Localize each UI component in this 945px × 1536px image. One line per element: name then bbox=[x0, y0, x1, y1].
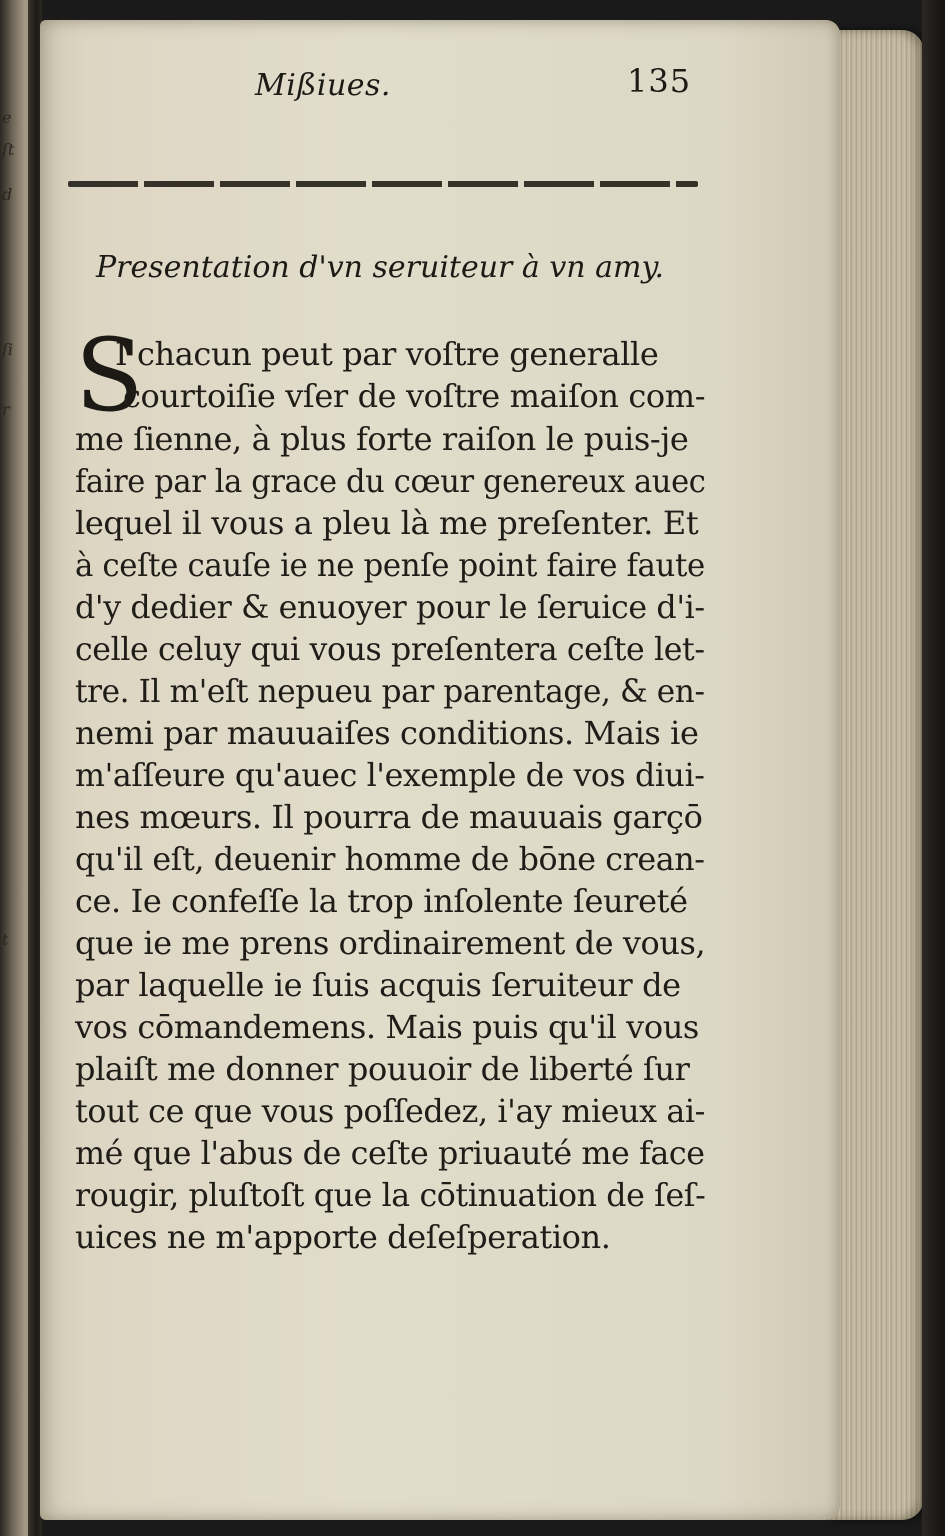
text-line: que ie me prens ordinairement de vous, bbox=[75, 924, 706, 962]
previous-page-fragment: e bbox=[2, 108, 12, 127]
text-line: lequel il vous a pleu là me preſenter. Et bbox=[75, 504, 699, 542]
text-line: qu'il eſt, deuenir homme de bōne crean- bbox=[75, 840, 705, 878]
text-line: nemi par mauuaiſes conditions. Mais ie bbox=[75, 714, 699, 752]
text-line: rougir, pluſtoſt que la cōtinuation de ſeſ- bbox=[75, 1176, 706, 1214]
previous-page-fragment: r bbox=[2, 400, 10, 419]
text-line: I chacun peut par voſtre generalle bbox=[115, 335, 659, 373]
previous-page-fragment: ſt bbox=[2, 140, 15, 159]
page-stack-edge bbox=[828, 30, 924, 1520]
text-line: par laquelle ie ſuis acquis ſeruiteur de bbox=[75, 966, 681, 1004]
previous-page-fragment: d bbox=[2, 185, 13, 204]
text-line: celle celuy qui vous preſentera ceſte let- bbox=[75, 630, 705, 668]
text-line: tout ce que vous poſſedez, i'ay mieux ai- bbox=[75, 1092, 705, 1130]
text-line: uices ne m'apporte deſeſperation. bbox=[75, 1218, 611, 1256]
text-line: nes mœurs. Il pourra de mauuais garçō bbox=[75, 798, 703, 836]
text-line: à ceſte cauſe ie ne penſe point faire faute bbox=[75, 546, 705, 584]
page-number: 135 bbox=[627, 62, 692, 100]
text-line: me ſienne, à plus forte raiſon le puis-je bbox=[75, 420, 689, 458]
text-line: plaiſt me donner pouuoir de liberté ſur bbox=[75, 1050, 690, 1088]
previous-page-fragment: ſi bbox=[2, 340, 14, 359]
letter-heading: Presentation d'vn seruiteur à vn amy. bbox=[96, 250, 664, 285]
text-line: mé que l'abus de ceſte priuauté me face bbox=[75, 1134, 705, 1172]
right-shadow bbox=[922, 0, 945, 1536]
ornamental-rule bbox=[68, 181, 698, 187]
previous-page-fragment: t bbox=[2, 930, 9, 949]
drop-cap: S bbox=[75, 317, 144, 434]
text-line: tre. Il m'eſt nepueu par parentage, & en- bbox=[75, 672, 705, 710]
text-line: ce. Ie confeſſe la trop inſolente ſeureté bbox=[75, 882, 688, 920]
text-line: courtoiſie vſer de voſtre maiſon com- bbox=[123, 377, 706, 415]
text-line: d'y dedier & enuoyer pour le ſeruice d'i- bbox=[75, 588, 705, 626]
text-line: m'aſſeure qu'auec l'exemple de vos diui- bbox=[75, 756, 705, 794]
running-head: Mißiues. bbox=[255, 68, 391, 103]
text-line: faire par la grace du cœur genereux auec bbox=[75, 462, 706, 500]
text-line: vos cōmandemens. Mais puis qu'il vous bbox=[75, 1008, 699, 1046]
